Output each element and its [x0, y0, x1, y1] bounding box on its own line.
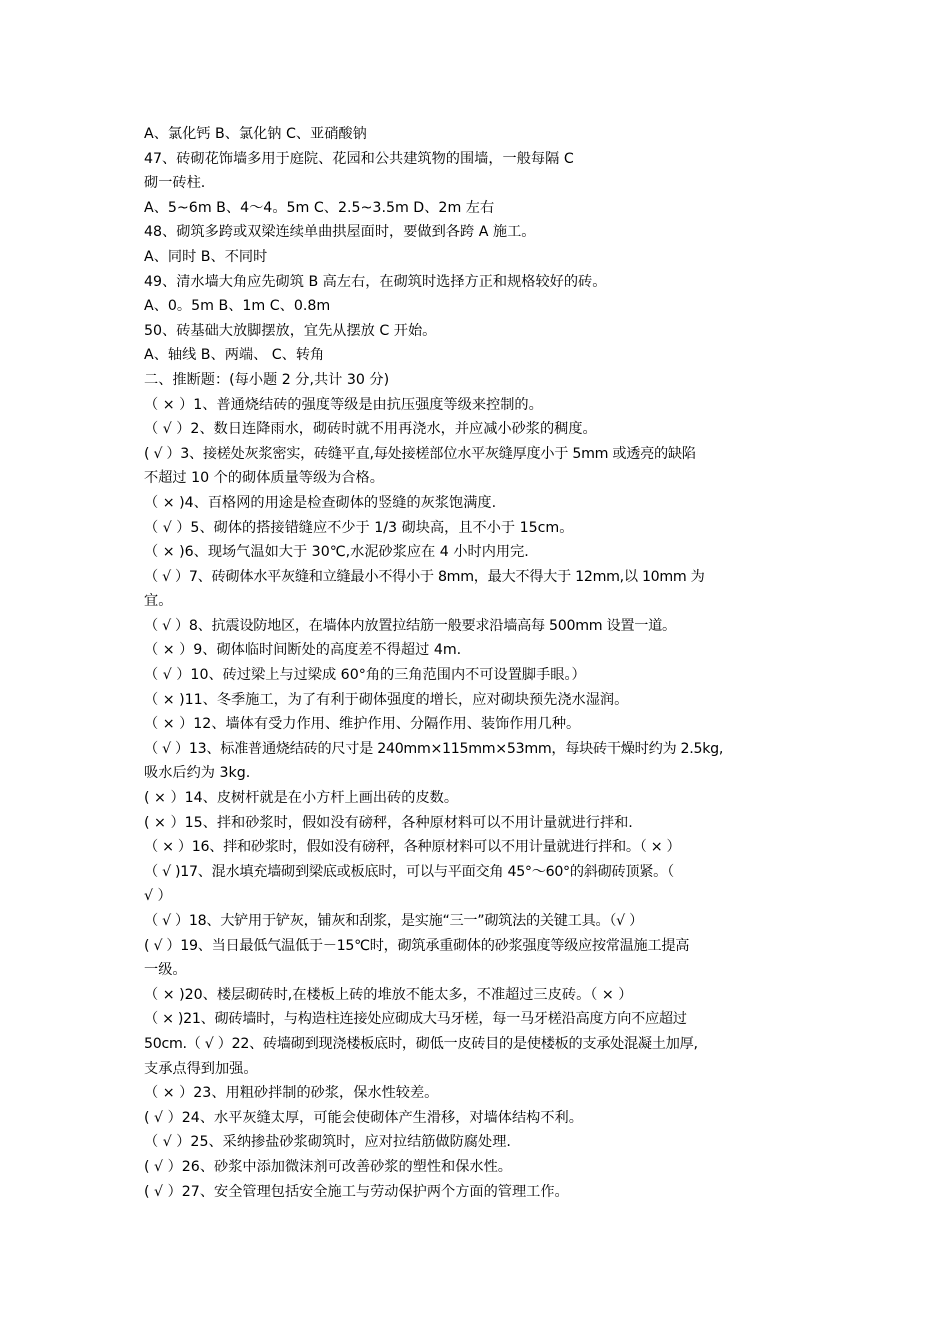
- text-line: 不超过 10 个的砌体质量等级为合格。: [144, 470, 384, 487]
- text-line: （ × )21、砌砖墙时，与构造柱连接处应砌成大马牙槎，每一马牙槎沿高度方向不应超过: [144, 1011, 687, 1028]
- text-line: （ √ ）2、数日连降雨水，砌砖时就不用再浇水，并应减小砂浆的稠度。: [144, 421, 597, 438]
- text-line: （ √ ）13、标准普通烧结砖的尺寸是 240mm×115mm×53mm，每块砖干燥时约为 2.5kg,: [144, 740, 724, 757]
- text-line: （ × )6、现场气温如大于 30℃,水泥砂浆应在 4 小时内用完.: [144, 544, 529, 561]
- document-body: [144, 122, 810, 1204]
- text-line: A、轴线 B、两端、 C、转角: [144, 347, 325, 364]
- text-line: ( √ ）3、接槎处灰浆密实，砖缝平直,每处接槎部位水平灰缝厚度小于 5mm 或透亮的缺陷: [144, 445, 696, 462]
- text-line: （ √ ）5、砌体的搭接错缝应不少于 1/3 砌块高，且不小于 15cm。: [144, 519, 574, 536]
- text-line: （ × )20、楼层砌砖时,在楼板上砖的堆放不能太多，不准超过三皮砖。（ × ）: [144, 986, 633, 1003]
- text-line: A、0。5m B、1m C、0.8m: [144, 298, 331, 315]
- text-line: （ × ）12、墙体有受力作用、维护作用、分隔作用、装饰作用几种。: [144, 716, 581, 733]
- text-line: 支承点得到加强。: [144, 1060, 258, 1077]
- text-line: （ √ ）18、大铲用于铲灰，铺灰和刮浆，是实施“三一”砌筑法的关键工具。（√ ）: [144, 913, 643, 929]
- text-line: （ √ ）25、采纳掺盐砂浆砌筑时，应对拉结筋做防腐处理.: [144, 1134, 511, 1151]
- text-line: ( × ）15、拌和砂浆时，假如没有磅秤，各种原材料可以不用计量就进行拌和.: [144, 814, 633, 831]
- text-line: 砌一砖柱.: [144, 175, 206, 192]
- text-line: 50cm.（ √ ）22、砖墙砌到现浇楼板底时，砌低一皮砖目的是使楼板的支承处混凝土加厚,: [144, 1035, 698, 1052]
- text-line: A、同时 B、不同时: [144, 248, 268, 265]
- text-line: 49、清水墙大角应先砌筑 B 高左右，在砌筑时选择方正和规格较好的砖。: [144, 273, 607, 290]
- text-line: √ ）: [144, 888, 172, 905]
- text-line: （ √ ）10、砖过梁上与过梁成 60°角的三角范围内不可设置脚手眼。）: [144, 667, 586, 684]
- text-line: ( √ ）27、安全管理包括安全施工与劳动保护两个方面的管理工作。: [144, 1183, 569, 1200]
- text-line: 48、砌筑多跨或双梁连续单曲拱屋面时，要做到各跨 A 施工。: [144, 224, 536, 241]
- text-line: （ √ )17、混水填充墙砌到梁底或板底时，可以与平面交角 45°～60°的斜砌砖顶紧。（: [144, 863, 674, 880]
- text-line: 宜。: [144, 593, 173, 610]
- text-line: ( √ ）26、砂浆中添加微沫剂可改善砂浆的塑性和保水性。: [144, 1158, 512, 1175]
- text-line: （ √ ）7、砖砌体水平灰缝和立缝最小不得小于 8mm，最大不得大于 12mm,以 10mm 为: [144, 568, 705, 585]
- text-line: ( √ ）24、水平灰缝太厚，可能会使砌体产生滑移，对墙体结构不利。: [144, 1109, 583, 1126]
- text-line: （ × ）16、拌和砂浆时，假如没有磅秤，各种原材料可以不用计量就进行拌和。（ × ）: [144, 839, 681, 856]
- text-line: （ × )4、百格网的用途是检查砌体的竖缝的灰浆饱满度.: [144, 494, 497, 511]
- text-line: A、氯化钙 B、氯化钠 C、亚硝酸钠: [144, 126, 367, 142]
- text-line: （ × ）1、普通烧结砖的强度等级是由抗压强度等级来控制的。: [144, 396, 543, 413]
- text-line: A、5~6m B、4～4。5m C、2.5~3.5m D、2m 左右: [144, 199, 495, 216]
- text-line: （ × ）23、用粗砂拌制的砂浆，保水性较差。: [144, 1085, 439, 1102]
- text-line: （ × )11、冬季施工，为了有利于砌体强度的增长，应对砌块预先浇水湿润。: [144, 691, 629, 708]
- text-line: 一级。: [144, 962, 187, 979]
- text-line: （ × ）9、砌体临时间断处的高度差不得超过 4m.: [144, 642, 462, 659]
- text-line: ( √ ）19、当日最低气温低于－15℃时，砌筑承重砌体的砂浆强度等级应按常温施工提高: [144, 937, 690, 954]
- text-line: （ √ ）8、抗震设防地区，在墙体内放置拉结筋一般要求沿墙高每 500mm 设置一道。: [144, 617, 676, 634]
- text-line: 47、砖砌花饰墙多用于庭院、花园和公共建筑物的围墙，一般每隔 C: [144, 150, 574, 167]
- text-line: 吸水后约为 3kg.: [144, 765, 251, 782]
- section-heading: 二、推断题：(每小题 2 分,共计 30 分): [144, 371, 390, 388]
- text-line: ( × ）14、皮树杆就是在小方杆上画出砖的皮数。: [144, 790, 459, 807]
- text-line: 50、砖基础大放脚摆放，宜先从摆放 C 开始。: [144, 322, 437, 339]
